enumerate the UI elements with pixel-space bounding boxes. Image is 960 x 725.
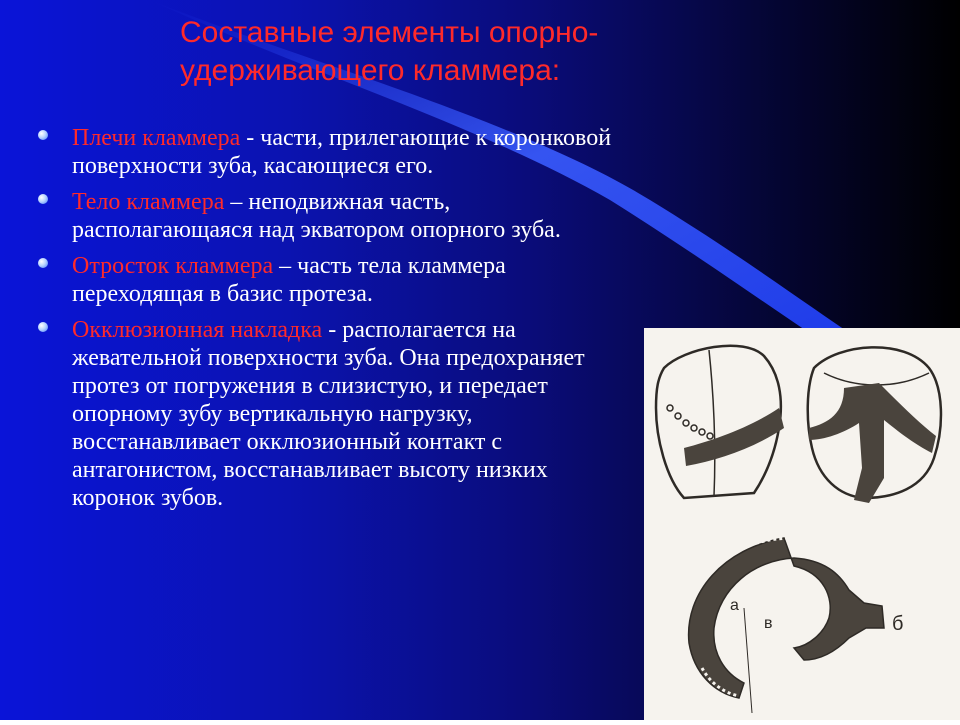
clasp-illustration: [644, 328, 960, 720]
clasp-dots: [667, 405, 713, 439]
label-b: б: [892, 613, 904, 635]
slide-title: Составные элементы опорно-удерживающего кламмера:: [180, 16, 599, 87]
bullet-icon: [38, 258, 48, 268]
ring-clasp: [689, 538, 884, 698]
bullet-term: Тело кламмера: [72, 189, 225, 215]
clasp-drawing: [644, 328, 960, 720]
bullet-term: Окклюзионная накладка: [72, 317, 323, 343]
bullet-text: – неподвижная часть, располагающаяся над экватором опорного зуба.: [72, 189, 561, 243]
bullet-list: [36, 124, 636, 520]
tooth-left-inner-line: [709, 350, 715, 496]
clasp-body-right: [809, 383, 936, 503]
bullet-item: [36, 188, 636, 244]
bullet-term: Отросток кламмера: [72, 253, 274, 279]
bullet-item: [36, 316, 636, 512]
bullet-icon: [38, 322, 48, 332]
bullet-text: – часть тела кламмера переходящая в базис протеза.: [72, 253, 506, 307]
bullet-text: - части, прилегающие к коронковой поверхности зуба, касающиеся его.: [72, 125, 612, 179]
bullet-text: - располагается на жевательной поверхности зуба. Она предохраняет протез от погружения в слизистую, и передает опорному зубу вертикальную нагрузку, восстанавливает окклюзионный контакт с антагонистом, восстанавливает высоту низких коронок зубов.: [72, 317, 585, 511]
ring-axis-line: [744, 608, 752, 713]
bullet-icon: [38, 130, 48, 140]
tooth-right-occlusal-line: [824, 373, 929, 385]
label-a: а: [730, 597, 739, 614]
bullet-item: [36, 124, 636, 180]
bullet-term: Плечи кламмера: [72, 125, 241, 151]
label-v: в: [764, 615, 773, 632]
bullet-icon: [38, 194, 48, 204]
bullet-item: [36, 252, 636, 308]
clasp-arm-left: [684, 408, 784, 466]
